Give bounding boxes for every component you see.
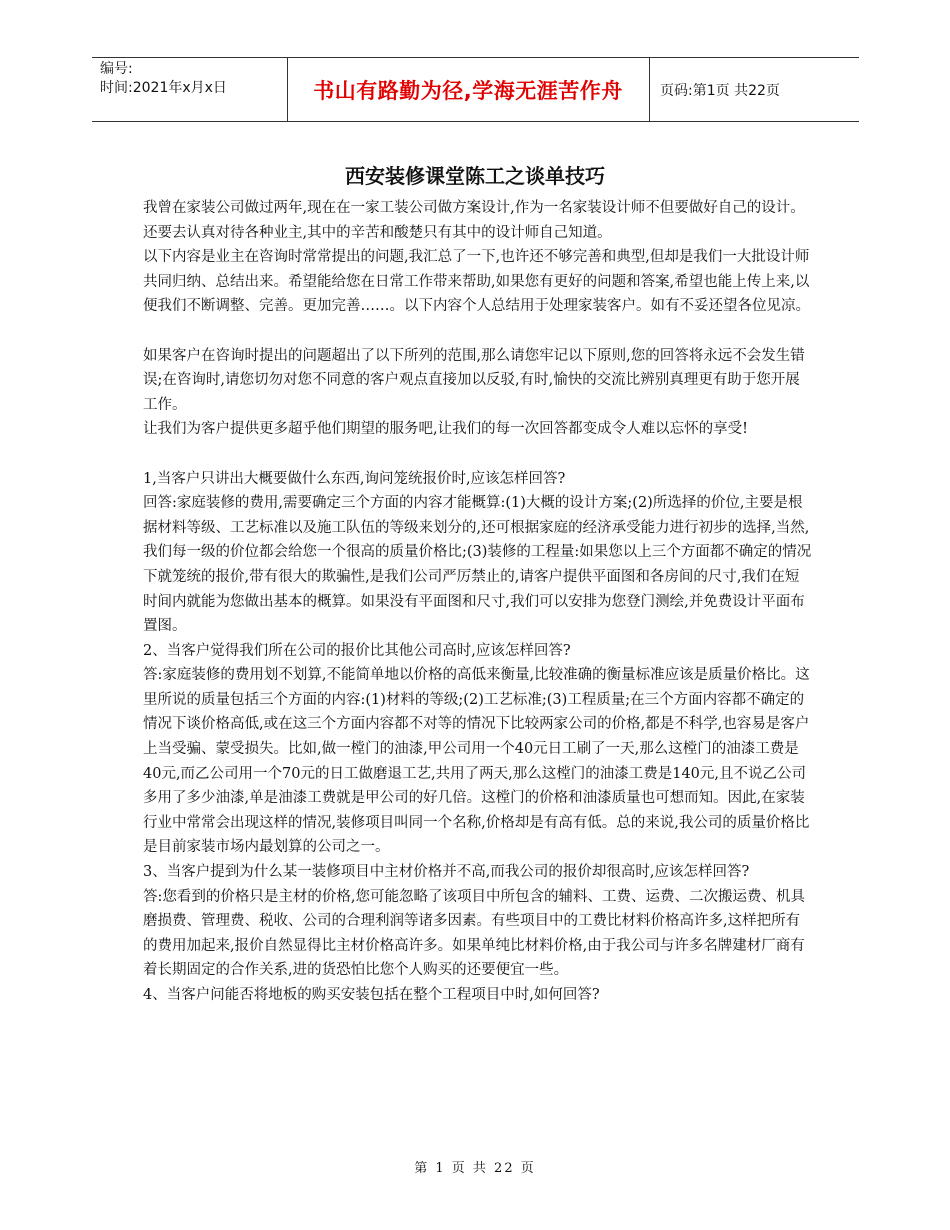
body-paragraph: 答:家庭装修的费用划不划算,不能简单地以价格的高低来衡量,比较准确的衡量标准应该是质量价格比。这里所说的质量包括三个方面的内容:(1)材料的等级;(2)工艺标准;(3)工程质量;在三个方面内容都不确定的情况下谈价格高低,或在这三个方面内容都不对等的情况下比较两家公司的价格,都是不科学,也容易是客户上当受骗、蒙受损失。比如,做一樘门的油漆,甲公司用一个40元日工刷了一天,那么这樘门的油漆工费是40元,而乙公司用一个70元的日工做磨退工艺,共用了两天,那么这樘门的油漆工费是140元,且不说乙公司多用了多少油漆,单是油漆工费就是甲公司的好几倍。这樘门的价格和油漆质量也可想而知。因此,在家装行业中常常会出现这样的情况,装修项目叫同一个名称,价格却是有高有低。总的来说,我公司的质量价格比是目前家装市场内最划算的公司之一。 <box>143 667 810 856</box>
blank-line <box>143 319 813 344</box>
document-body <box>143 196 813 1008</box>
page-footer: 第 1 页 共 22 页 <box>414 1161 536 1176</box>
body-paragraph: 我曾在家装公司做过两年,现在在一家工装公司做方案设计,作为一名家装设计师不但要做好自己的设计。还要去认真对待各种业主,其中的辛苦和酸楚只有其中的设计师自己知道。 <box>143 200 805 241</box>
document-title: 西安装修课堂陈工之谈单技巧 <box>345 164 605 188</box>
header-page-info: 页码:第1页 共22页 <box>660 83 780 99</box>
body-paragraph: 回答:家庭装修的费用,需要确定三个方面的内容才能概算:(1)大概的设计方案;(2)所选择的价位,主要是根据材料等级、工艺标准以及施工队伍的等级来划分的,还可根据家庭的经济承受能力进行初步的选择,当然,我们每一级的价位都会给您一个很高的质量价格比;(3)装修的工程量:如果您以上三个方面都不确定的情况下就笼统的报价,带有很大的欺骗性,是我们公司严厉禁止的,请客户提供平面图和各房间的尺寸,我们在短时间内就能为您做出基本的概算。如果没有平面图和尺寸,我们可以安排为您登门测绘,并免费设计平面布置图。 <box>143 495 812 635</box>
doc-number-label: 编号: <box>100 61 133 77</box>
header-top-rule <box>92 57 859 58</box>
blank-line <box>143 442 813 467</box>
header-bottom-rule <box>92 121 859 122</box>
header-motto: 书山有路勤为径,学海无涯苦作舟 <box>313 79 623 103</box>
header-divider-right <box>649 57 650 121</box>
body-paragraph: 让我们为客户提供更多超乎他们期望的服务吧,让我们的每一次回答都变成令人难以忘怀的享受! <box>143 421 748 438</box>
header-meta <box>100 60 227 98</box>
body-paragraph: 答:您看到的价格只是主材的价格,您可能忽略了该项目中所包含的辅料、工费、运费、二次搬运费、机具磨损费、管理费、税收、公司的合理利润等诸多因素。有些项目中的工费比材料价格高许多,这样把所有的费用加起来,报价自然显得比主材价格高许多。如果单纯比材料价格,由于我公司与许多名牌建材厂商有着长期固定的合作关系,进的货恐怕比您个人购买的还要便宜一些。 <box>143 888 805 979</box>
body-paragraph: 4、当客户问能否将地板的购买安装包括在整个工程项目中时,如何回答? <box>143 987 600 1003</box>
body-paragraph: 以下内容是业主在咨询时常常提出的问题,我汇总了一下,也许还不够完善和典型,但却是我们一大批设计师共同归纳、总结出来。希望能给您在日常工作带来帮助,如果您有更好的问题和答案,希望也能上传上来,以便我们不断调整、完善。更加完善……。以下内容个人总结用于处理家装客户。如有不妥还望各位见凉。 <box>143 249 810 315</box>
body-paragraph: 3、当客户提到为什么某一装修项目中主材价格并不高,而我公司的报价却很高时,应该怎样回答? <box>143 864 750 881</box>
body-paragraph: 2、当客户觉得我们所在公司的报价比其他公司高时,应该怎样回答? <box>143 642 571 659</box>
body-paragraph: 如果客户在咨询时提出的问题超出了以下所列的范围,那么请您牢记以下原则,您的回答将永远不会发生错误;在咨询时,请您切勿对您不同意的客户观点直接加以反驳,有时,愉快的交流比辨别真理更有助于您开展工作。 <box>143 347 805 413</box>
body-paragraph: 1,当客户只讲出大概要做什么东西,询问笼统报价时,应该怎样回答? <box>143 470 566 487</box>
doc-time-label: 时间:2021年x月x日 <box>100 80 227 96</box>
